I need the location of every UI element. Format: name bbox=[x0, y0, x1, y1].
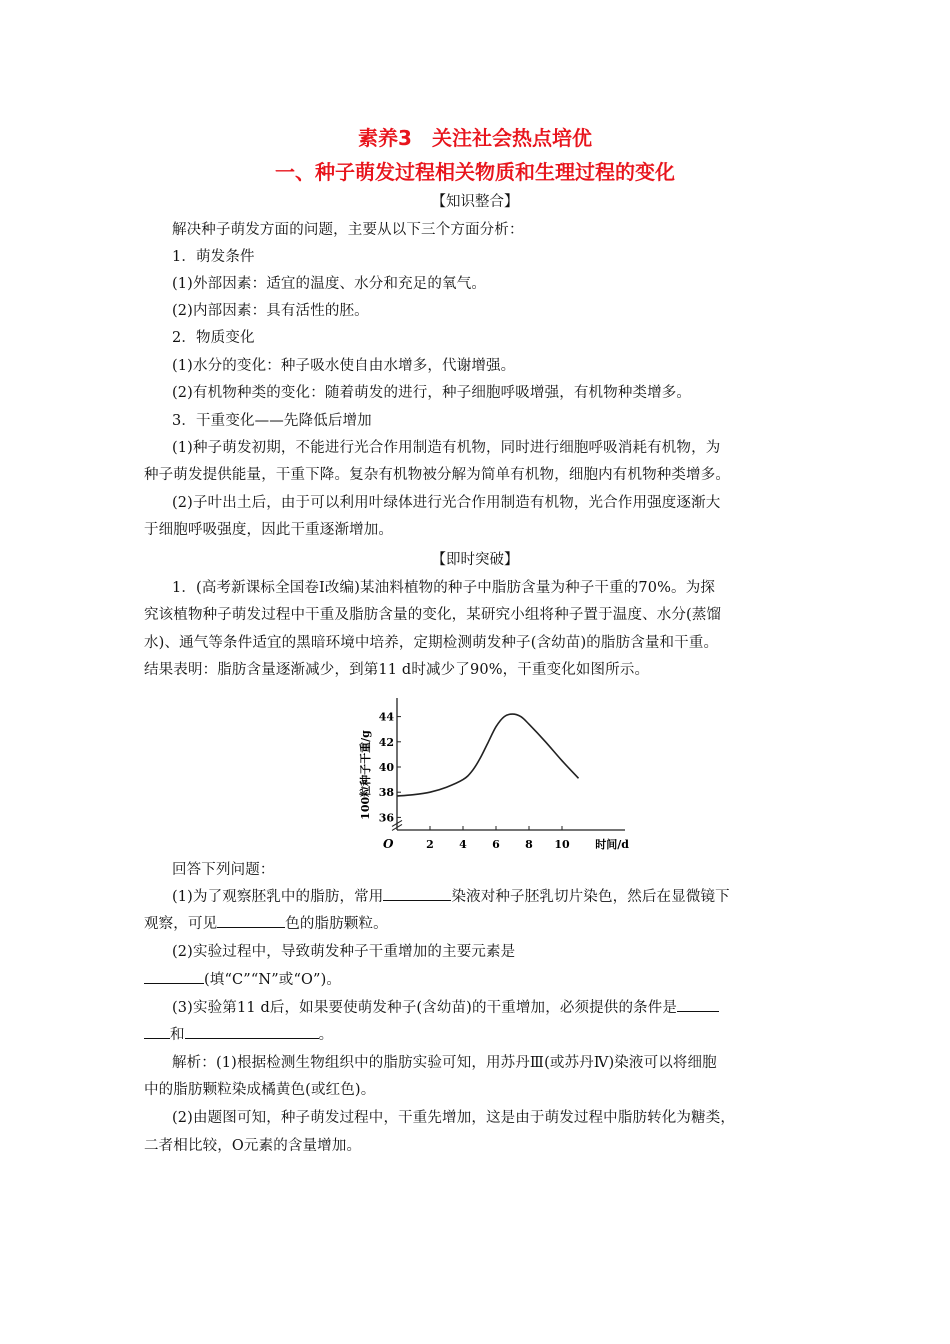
text: (1)为了观察胚乳中的脂肪，常用 bbox=[172, 889, 384, 905]
y-tick-label: 38 bbox=[378, 786, 394, 800]
text: (填“C”“N”或“O”)。 bbox=[204, 972, 342, 988]
answer-blank[interactable] bbox=[217, 913, 285, 928]
question-part-3-cont bbox=[144, 1023, 333, 1044]
x-axis-label: 时间/d bbox=[595, 838, 629, 851]
page-title: 素养3 关注社会热点培优 bbox=[358, 126, 592, 150]
question-text: 1．(高考新课标全国卷Ⅰ改编)某油料植物的种子中脂肪含量为种子干重的70%。为探 bbox=[172, 580, 715, 596]
x-tick-label: 8 bbox=[525, 838, 533, 851]
list-heading: 2．物质变化 bbox=[172, 330, 255, 346]
question-part-1 bbox=[172, 885, 730, 906]
dry-weight-chart bbox=[355, 690, 635, 862]
text: 色的脂肪颗粒。 bbox=[285, 916, 388, 932]
question-text: 结果表明：脂肪含量逐渐减少，到第11 d时减少了90%，干重变化如图所示。 bbox=[144, 662, 650, 678]
list-item: (1)外部因素：适宜的温度、水分和充足的氧气。 bbox=[172, 276, 486, 292]
answer-blank[interactable] bbox=[144, 1024, 170, 1039]
text: (3)实验第11 d后，如果要使萌发种子(含幼苗)的干重增加，必须提供的条件是 bbox=[172, 1000, 678, 1016]
answer-text: 解析：(1)根据检测生物组织中的脂肪实验可知，用苏丹Ⅲ(或苏丹Ⅳ)染液可以将细胞 bbox=[172, 1055, 717, 1071]
list-heading: 1．萌发条件 bbox=[172, 249, 255, 265]
text: 。 bbox=[318, 1027, 334, 1043]
list-item: (1)种子萌发初期，不能进行光合作用制造有机物，同时进行细胞呼吸消耗有机物，为 bbox=[172, 440, 721, 456]
y-tick-label: 40 bbox=[378, 761, 394, 774]
question-text: 究该植物种子萌发过程中干重及脂肪含量的变化，某研究小组将种子置于温度、水分(蒸馏 bbox=[144, 607, 722, 623]
x-tick-label: 6 bbox=[492, 838, 500, 851]
answer-text: (2)由题图可知，种子萌发过程中，干重先增加，这是由于萌发过程中脂肪转化为糖类， bbox=[172, 1110, 736, 1126]
section-heading-knowledge: 【知识整合】 bbox=[431, 194, 519, 210]
prompt-text: 回答下列问题： bbox=[172, 862, 275, 878]
answer-blank[interactable] bbox=[144, 969, 204, 984]
answer-blank[interactable] bbox=[677, 997, 719, 1012]
origin-label: O bbox=[383, 837, 394, 851]
list-item: (2)子叶出土后，由于可以利用叶绿体进行光合作用制造有机物，光合作用强度逐渐大 bbox=[172, 495, 721, 511]
list-item: (1)水分的变化：种子吸水使自由水增多，代谢增强。 bbox=[172, 358, 516, 374]
section-heading-practice: 【即时突破】 bbox=[431, 552, 519, 568]
answer-text: 中的脂肪颗粒染成橘黄色(或红色)。 bbox=[144, 1082, 376, 1098]
answer-blank[interactable] bbox=[383, 886, 451, 901]
y-tick-label: 44 bbox=[378, 710, 394, 724]
text: 染液对种子胚乳切片染色，然后在显微镜下 bbox=[451, 889, 730, 905]
question-part-3 bbox=[172, 996, 719, 1017]
page-subtitle: 一、种子萌发过程相关物质和生理过程的变化 bbox=[275, 160, 675, 184]
y-tick-label: 42 bbox=[378, 735, 394, 749]
list-item-cont: 于细胞呼吸强度，因此干重逐渐增加。 bbox=[144, 522, 394, 538]
dry-weight-curve bbox=[397, 714, 579, 796]
question-part-2-cont bbox=[144, 968, 341, 989]
text: 和 bbox=[170, 1027, 185, 1043]
paragraph: 解决种子萌发方面的问题，主要从以下三个方面分析： bbox=[172, 222, 524, 238]
text: 观察，可见 bbox=[144, 916, 218, 932]
answer-blank[interactable] bbox=[185, 1024, 319, 1039]
question-text: 水)、通气等条件适宜的黑暗环境中培养，定期检测萌发种子(含幼苗)的脂肪含量和干重。 bbox=[144, 635, 719, 651]
x-tick-label: 10 bbox=[554, 838, 570, 851]
list-item: (2)内部因素：具有活性的胚。 bbox=[172, 303, 369, 319]
question-part-2: (2)实验过程中，导致萌发种子干重增加的主要元素是 bbox=[172, 944, 516, 960]
x-tick-label: 4 bbox=[459, 838, 467, 851]
list-item-cont: 种子萌发提供能量，干重下降。复杂有机物被分解为简单有机物，细胞内有机物种类增多。 bbox=[144, 467, 730, 483]
question-part-1-cont bbox=[144, 912, 388, 933]
y-tick-label: 36 bbox=[378, 811, 394, 825]
y-axis-label: 100粒种子干重/g bbox=[359, 730, 372, 820]
x-tick-label: 2 bbox=[426, 838, 434, 851]
answer-text: 二者相比较，O元素的含量增加。 bbox=[144, 1138, 362, 1154]
list-item: (2)有机物种类的变化：随着萌发的进行，种子细胞呼吸增强，有机物种类增多。 bbox=[172, 385, 692, 401]
list-heading: 3．干重变化——先降低后增加 bbox=[172, 413, 372, 429]
